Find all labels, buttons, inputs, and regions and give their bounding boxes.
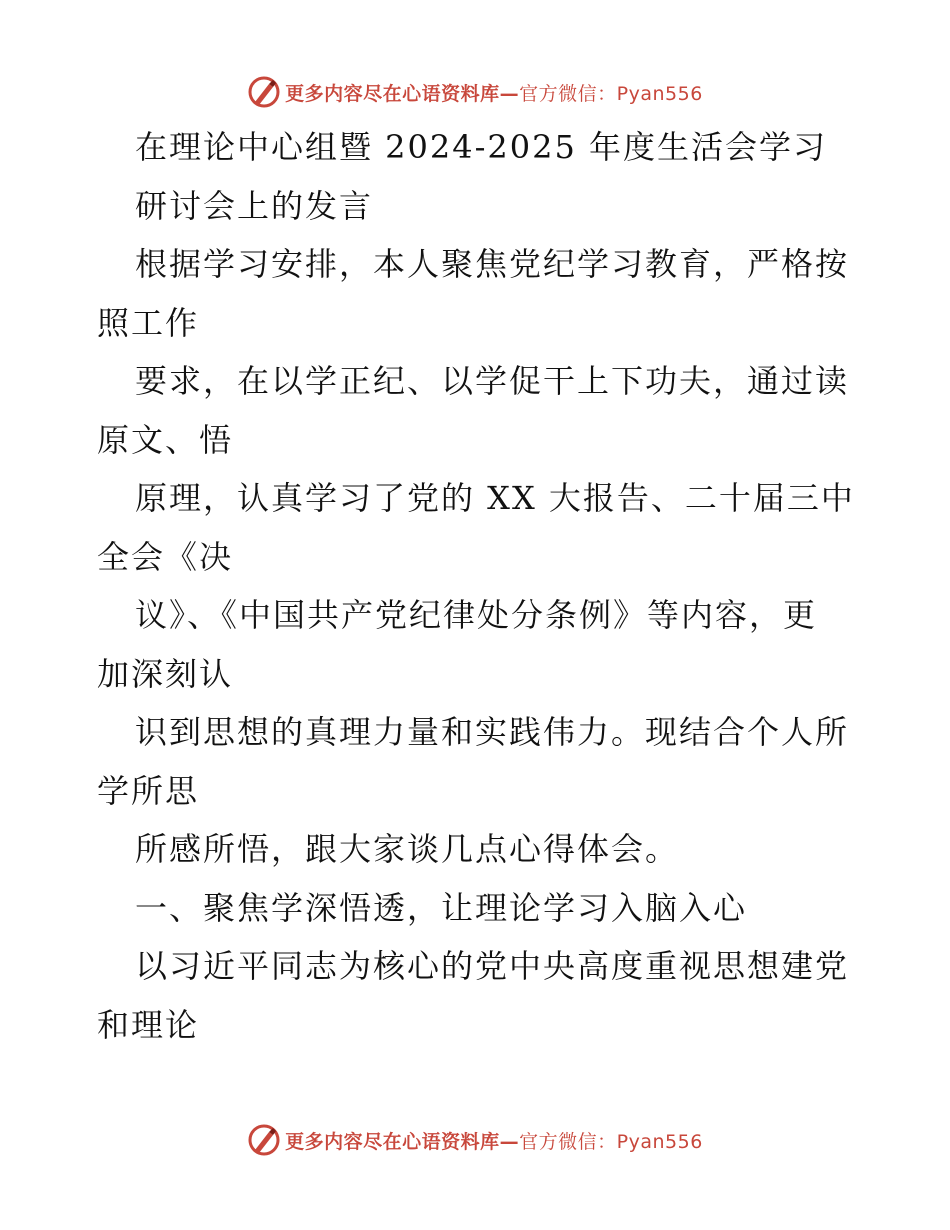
- watermark-text: 更多内容尽在心语资料库—官方微信：Pyan556: [285, 82, 703, 105]
- text-line: 根据学习安排，本人聚焦党纪学习教育，严格按: [135, 245, 850, 283]
- text-line: 识到思想的真理力量和实践伟力。现结合个人所: [135, 713, 850, 751]
- text-line: 研讨会上的发言: [135, 186, 374, 225]
- text-line: 照工作: [97, 303, 200, 342]
- text-line: 和理论: [97, 1005, 200, 1044]
- text-line: 在理论中心组暨 2024-2025 年度生活会学习: [135, 128, 828, 166]
- watermark-text: 更多内容尽在心语资料库—官方微信：Pyan556: [285, 1130, 703, 1153]
- text-line: 全会《决: [97, 537, 234, 576]
- pen-logo-icon: [247, 1123, 281, 1157]
- text-line: 以习近平同志为核心的党中央高度重视思想建党: [135, 947, 850, 985]
- watermark-header: [0, 72, 950, 112]
- text-line: 学所思: [97, 771, 200, 810]
- document-body: [97, 118, 857, 1054]
- watermark-footer: [0, 1120, 950, 1160]
- text-line: 加深刻认: [97, 654, 234, 693]
- text-line: 原理，认真学习了党的 XX 大报告、二十届三中: [135, 479, 855, 517]
- text-line: 原文、悟: [97, 420, 234, 459]
- pen-logo-icon: [247, 75, 281, 109]
- text-line: 议》、《中国共产党纪律处分条例》等内容，更: [135, 596, 818, 634]
- text-line: 所感所悟，跟大家谈几点心得体会。: [135, 830, 680, 868]
- text-line: 要求，在以学正纪、以学促干上下功夫，通过读: [135, 362, 850, 400]
- text-line: 一、聚焦学深悟透，让理论学习入脑入心: [135, 888, 748, 927]
